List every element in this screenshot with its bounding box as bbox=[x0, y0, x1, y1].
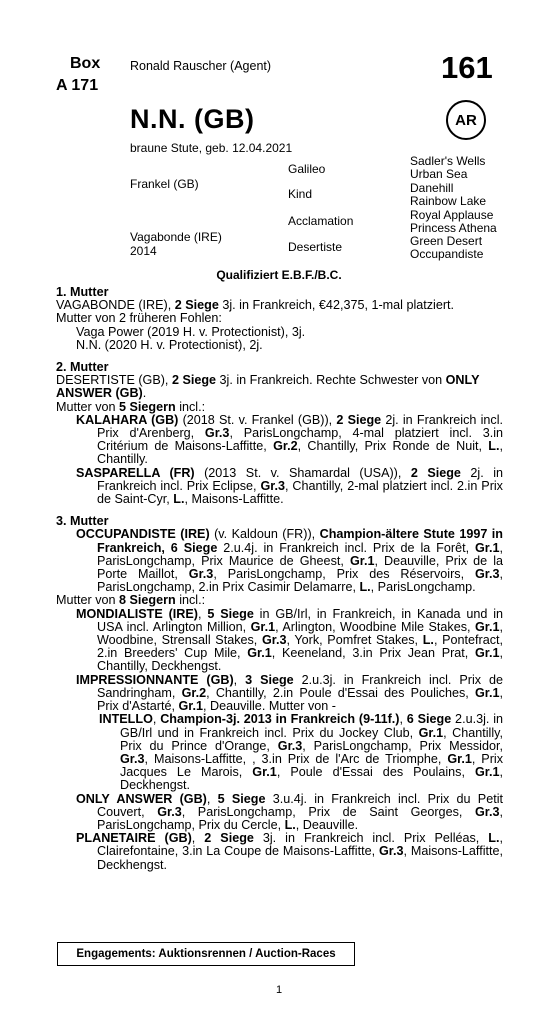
pedigree-great-grandparent: Sadler's Wells bbox=[410, 154, 486, 168]
pedigree-great-grandparent: Green Desert bbox=[410, 234, 483, 248]
horse-name: N.N. (GB) bbox=[130, 104, 255, 134]
pedigree-grandparent: Kind bbox=[288, 187, 313, 201]
section-heading: 2. Mutter bbox=[56, 360, 109, 375]
pedigree-paragraph: N.N. (2020 H. v. Protectionist), 2j. bbox=[76, 337, 263, 352]
section-heading: 1. Mutter bbox=[56, 285, 109, 299]
pedigree-dam-year: 2014 bbox=[130, 244, 157, 258]
lot-number: 161 bbox=[441, 50, 493, 85]
pedigree-dam: Vagabonde (IRE) bbox=[130, 230, 222, 244]
qualification: Qualifiziert E.B.F./B.C. bbox=[216, 268, 342, 282]
section-heading: 3. Mutter bbox=[56, 514, 109, 529]
pedigree-paragraph: ONLY ANSWER (GB), 5 Siege 3.u.4j. in Frankreich incl. Prix du Petit Couvert, Gr.3, ParisLongchamp, Prix de Saint Georges, Gr.3, ParisLongchamp, Prix du Cercle, L., Deauville. bbox=[76, 791, 503, 832]
catalogue-body bbox=[56, 286, 503, 872]
pedigree-paragraph: Vaga Power (2019 H. v. Protectionist), 3j. bbox=[76, 324, 306, 339]
pedigree-great-grandparent: Occupandiste bbox=[410, 247, 484, 261]
pedigree-paragraph: OCCUPANDISTE (IRE) (v. Kaldoun (FR)), Champion-ältere Stute 1997 in Frankreich, 6 Siege 2.u.4j. in Frankreich incl. Prix de la Forêt, Gr.1, ParisLongchamp, Prix Maurice de Gheest, Gr.1, Deauville, Prix de la Porte Maillot, Gr.3, ParisLongchamp, Prix des Réservoirs, Gr.3, ParisLongchamp, 2.in Prix Casimir Delamarre, L., ParisLongchamp. bbox=[76, 527, 504, 595]
ar-badge-icon: AR bbox=[446, 100, 486, 140]
pedigree-grandparent: Acclamation bbox=[288, 214, 354, 228]
pedigree-great-grandparent: Urban Sea bbox=[410, 167, 468, 181]
pedigree-paragraph: IMPRESSIONNANTE (GB), 3 Siege 2.u.3j. in Frankreich incl. Prix de Sandringham, Gr.2, Chantilly, 2.in Poule d'Essai des Pouliches, Gr.1, Prix d'Astarté, Gr.1, Deauville. Mutter von - bbox=[76, 672, 504, 714]
pedigree-grandparent: Galileo bbox=[288, 162, 326, 176]
pedigree-sire: Frankel (GB) bbox=[130, 177, 199, 191]
pedigree-paragraph: Mutter von 8 Siegern incl.: bbox=[56, 593, 206, 608]
pedigree-paragraph: SASPARELLA (FR) (2013 St. v. Shamardal (USA)), 2 Siege 2j. in Frankreich incl. Prix Eclipse, Gr.3, Chantilly, 2-mal platziert incl. 2.in Prix de Saint-Cyr, L., Maisons-Laffitte. bbox=[76, 465, 503, 507]
pedigree-paragraph: PLANETAIRE (GB), 2 Siege 3j. in Frankreich incl. Prix Pelléas, L., Clairefontaine, 3.in La Coupe de Maisons-Laffitte, Gr.3, Maisons-Laffitte, Deckhengst. bbox=[76, 831, 503, 872]
pedigree-grandparent: Desertiste bbox=[288, 240, 343, 254]
section-gap bbox=[56, 506, 503, 511]
pedigree-paragraph: KALAHARA (GB) (2018 St. v. Frankel (GB)), 2 Siege 2j. in Frankreich incl. Prix d'Arenberg, Gr.3, ParisLongchamp, 4-mal platziert incl. 3.in Critérium de Maisons-Laffitte, Gr.2, Chantilly, Prix Ronde de Nuit, L., Chantilly. bbox=[76, 412, 503, 467]
pedigree-great-grandparent: Princess Athena bbox=[410, 221, 497, 235]
page-number: 1 bbox=[275, 984, 283, 996]
lot-reference: A 171 bbox=[56, 77, 99, 94]
pedigree-paragraph: Mutter von 5 Siegern incl.: bbox=[56, 399, 206, 414]
pedigree-paragraph: MONDIALISTE (IRE), 5 Siege in GB/Irl, in Frankreich, in Kanada und in USA incl. Arlington Million, Gr.1, Arlington, Woodbine Mile Stakes, Gr.1, Woodbine, Strensall Stakes, Gr.3, York, Pomfret Stakes, L., Pontefract, 2.in Breeders' Cup Mile, Gr.1, Keeneland, 3.in Prix Jean Prat, Gr.1, Chantilly, Deckhengst. bbox=[76, 606, 504, 674]
pedigree-paragraph: Mutter von 2 früheren Fohlen: bbox=[56, 311, 222, 326]
pedigree-paragraph: INTELLO, Champion-3j. 2013 in Frankreich (9-11f.), 6 Siege 2.u.3j. in GB/Irl und in Frankreich incl. Prix du Jockey Club, Gr.1, Chantilly, Prix du Prince d'Orange, Gr.3, ParisLongchamp, Prix Messidor, Gr.3, Maisons-Laffitte, , 3.in Prix de l'Arc de Triomphe, Gr.1, Prix Jacques Le Marois, Gr.1, Poule d'Essai des Poulains, Gr.1, Deckhengst. bbox=[99, 712, 503, 793]
engagements-box: Engagements: Auktionsrennen / Auction-Races bbox=[57, 942, 355, 966]
box-label: Box bbox=[70, 55, 101, 72]
horse-description: braune Stute, geb. 12.04.2021 bbox=[130, 141, 293, 155]
section-gap bbox=[56, 352, 503, 357]
pedigree-paragraph: DESERTISTE (GB), 2 Siege 3j. in Frankreich. Rechte Schwester von ONLY ANSWER (GB). bbox=[56, 373, 480, 401]
pedigree-great-grandparent: Royal Applause bbox=[410, 208, 494, 222]
pedigree-great-grandparent: Danehill bbox=[410, 181, 454, 195]
agent-name: Ronald Rauscher (Agent) bbox=[130, 59, 272, 73]
pedigree-paragraph: VAGABONDE (IRE), 2 Siege 3j. in Frankreich, €42,375, 1-mal platziert. bbox=[56, 298, 455, 313]
pedigree-great-grandparent: Rainbow Lake bbox=[410, 194, 487, 208]
